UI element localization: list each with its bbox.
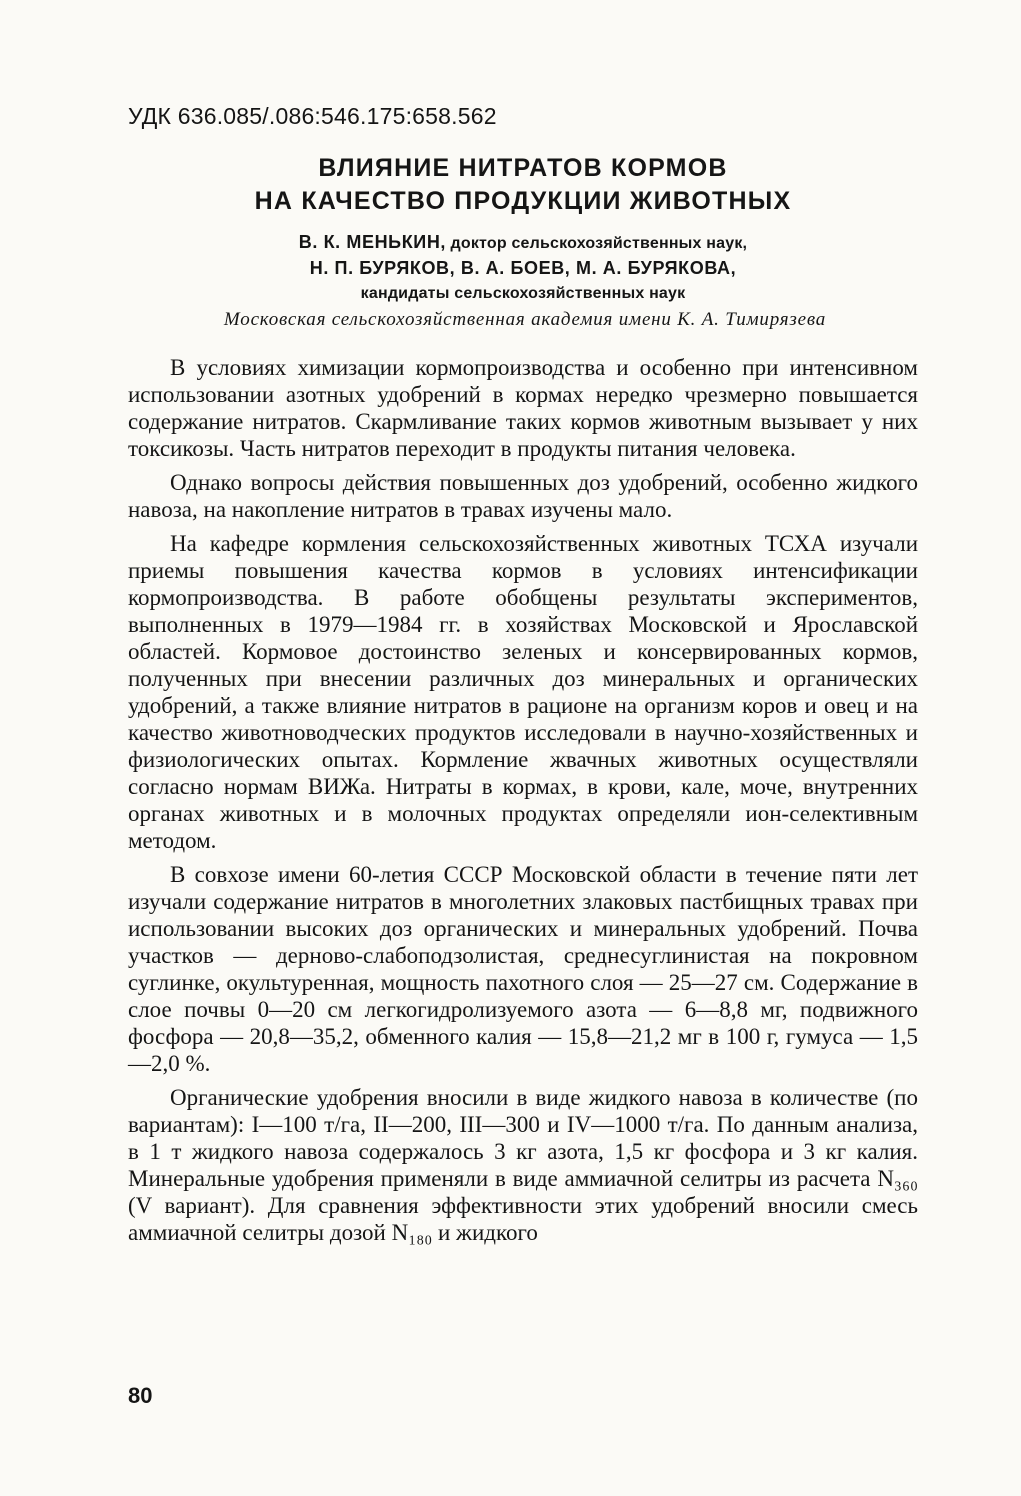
affiliation: Московская сельскохозяйственная академия имени К. А. Тимирязева [223, 309, 827, 330]
article-title [128, 152, 918, 218]
udk-code: УДК 636.085/.086:546.175:658.562 [128, 103, 497, 129]
paragraph: Однако вопросы действия повышенных доз удобрений, особенно жидкого навоза, на накопление нитратов в травах изучены мало. [128, 470, 918, 522]
title-line-1: ВЛИЯНИЕ НИТРАТОВ КОРМОВ [318, 154, 728, 182]
author-degree: доктор сельскохозяйственных наук, [450, 235, 748, 252]
article-body [128, 354, 918, 1246]
authors-block [128, 230, 918, 306]
paragraph: В условиях химизации кормопроизводства и особенно при интенсивном использовании азотных удобрений в кормах нередко чрезмерно повышается содержание нитратов. Скармливание таких кормов животным вызывает у них токсикозы. Часть нитратов переходит в продукты питания человека. [128, 355, 918, 461]
title-line-2: НА КАЧЕСТВО ПРОДУКЦИИ ЖИВОТНЫХ [254, 187, 792, 215]
paragraph: Органические удобрения вносили в виде жидкого навоза в количестве (по вариантам): I—100 т/га, II—200, III—300 и IV—1000 т/га. По данным анализа, в 1 т жидкого навоза содержалось 3 кг азота, 1,5 кг фосфора и 3 кг калия. Минеральные удобрения применяли в виде аммиачной селитры из расчета N₃₆₀ (V вариант). Для сравнения эффективности этих удобрений вносили смесь аммиачной селитры дозой N₁₈₀ и жидкого [128, 1085, 918, 1245]
paragraph: В совхозе имени 60-летия СССР Московской области в течение пяти лет изучали содержание нитратов в многолетних злаковых пастбищных травах при использовании высоких доз органических и минеральных удобрений. Почва участков — дерново-слабоподзолистая, среднесуглинистая на покровном суглинке, окультуренная, мощность пахотного слоя — 25—27 см. Содержание в слое почвы 0—20 см легкогидролизуемого азота — 6—8,8 мг, подвижного фосфора — 20,8—35,2, обменного калия — 15,8—21,2 мг в 100 г, гумуса — 1,5—2,0 %. [128, 862, 918, 1076]
authors-group: Н. П. БУРЯКОВ, В. А. БОЕВ, М. А. БУРЯКОВА, [309, 258, 737, 278]
paragraph: На кафедре кормления сельскохозяйственных животных ТСХА изучали приемы повышения качества кормов в условиях интенсификации кормопроизводства. В работе обобщены результаты экспериментов, выполненных в 1979—1984 гг. в хозяйствах Московской и Ярославской областей. Кормовое достоинство зеленых и консервированных кормов, полученных при внесении различных доз минеральных и органических удобрений, а также влияние нитратов в рационе на организм коров и овец и на качество животноводческих продуктов исследовали в научно-хозяйственных и физиологических опытах. Кормление жвачных животных осуществляли согласно нормам ВИЖа. Нитраты в кормах, в крови, кале, моче, внутренних органах животных и в молочных продуктах определяли ион-селективным методом. [128, 531, 918, 853]
page-number: 80 [128, 1383, 153, 1408]
author-name: В. К. МЕНЬКИН, [298, 232, 447, 252]
author-line-1 [128, 230, 918, 256]
group-degree: кандидаты сельскохозяйственных наук [360, 285, 686, 302]
